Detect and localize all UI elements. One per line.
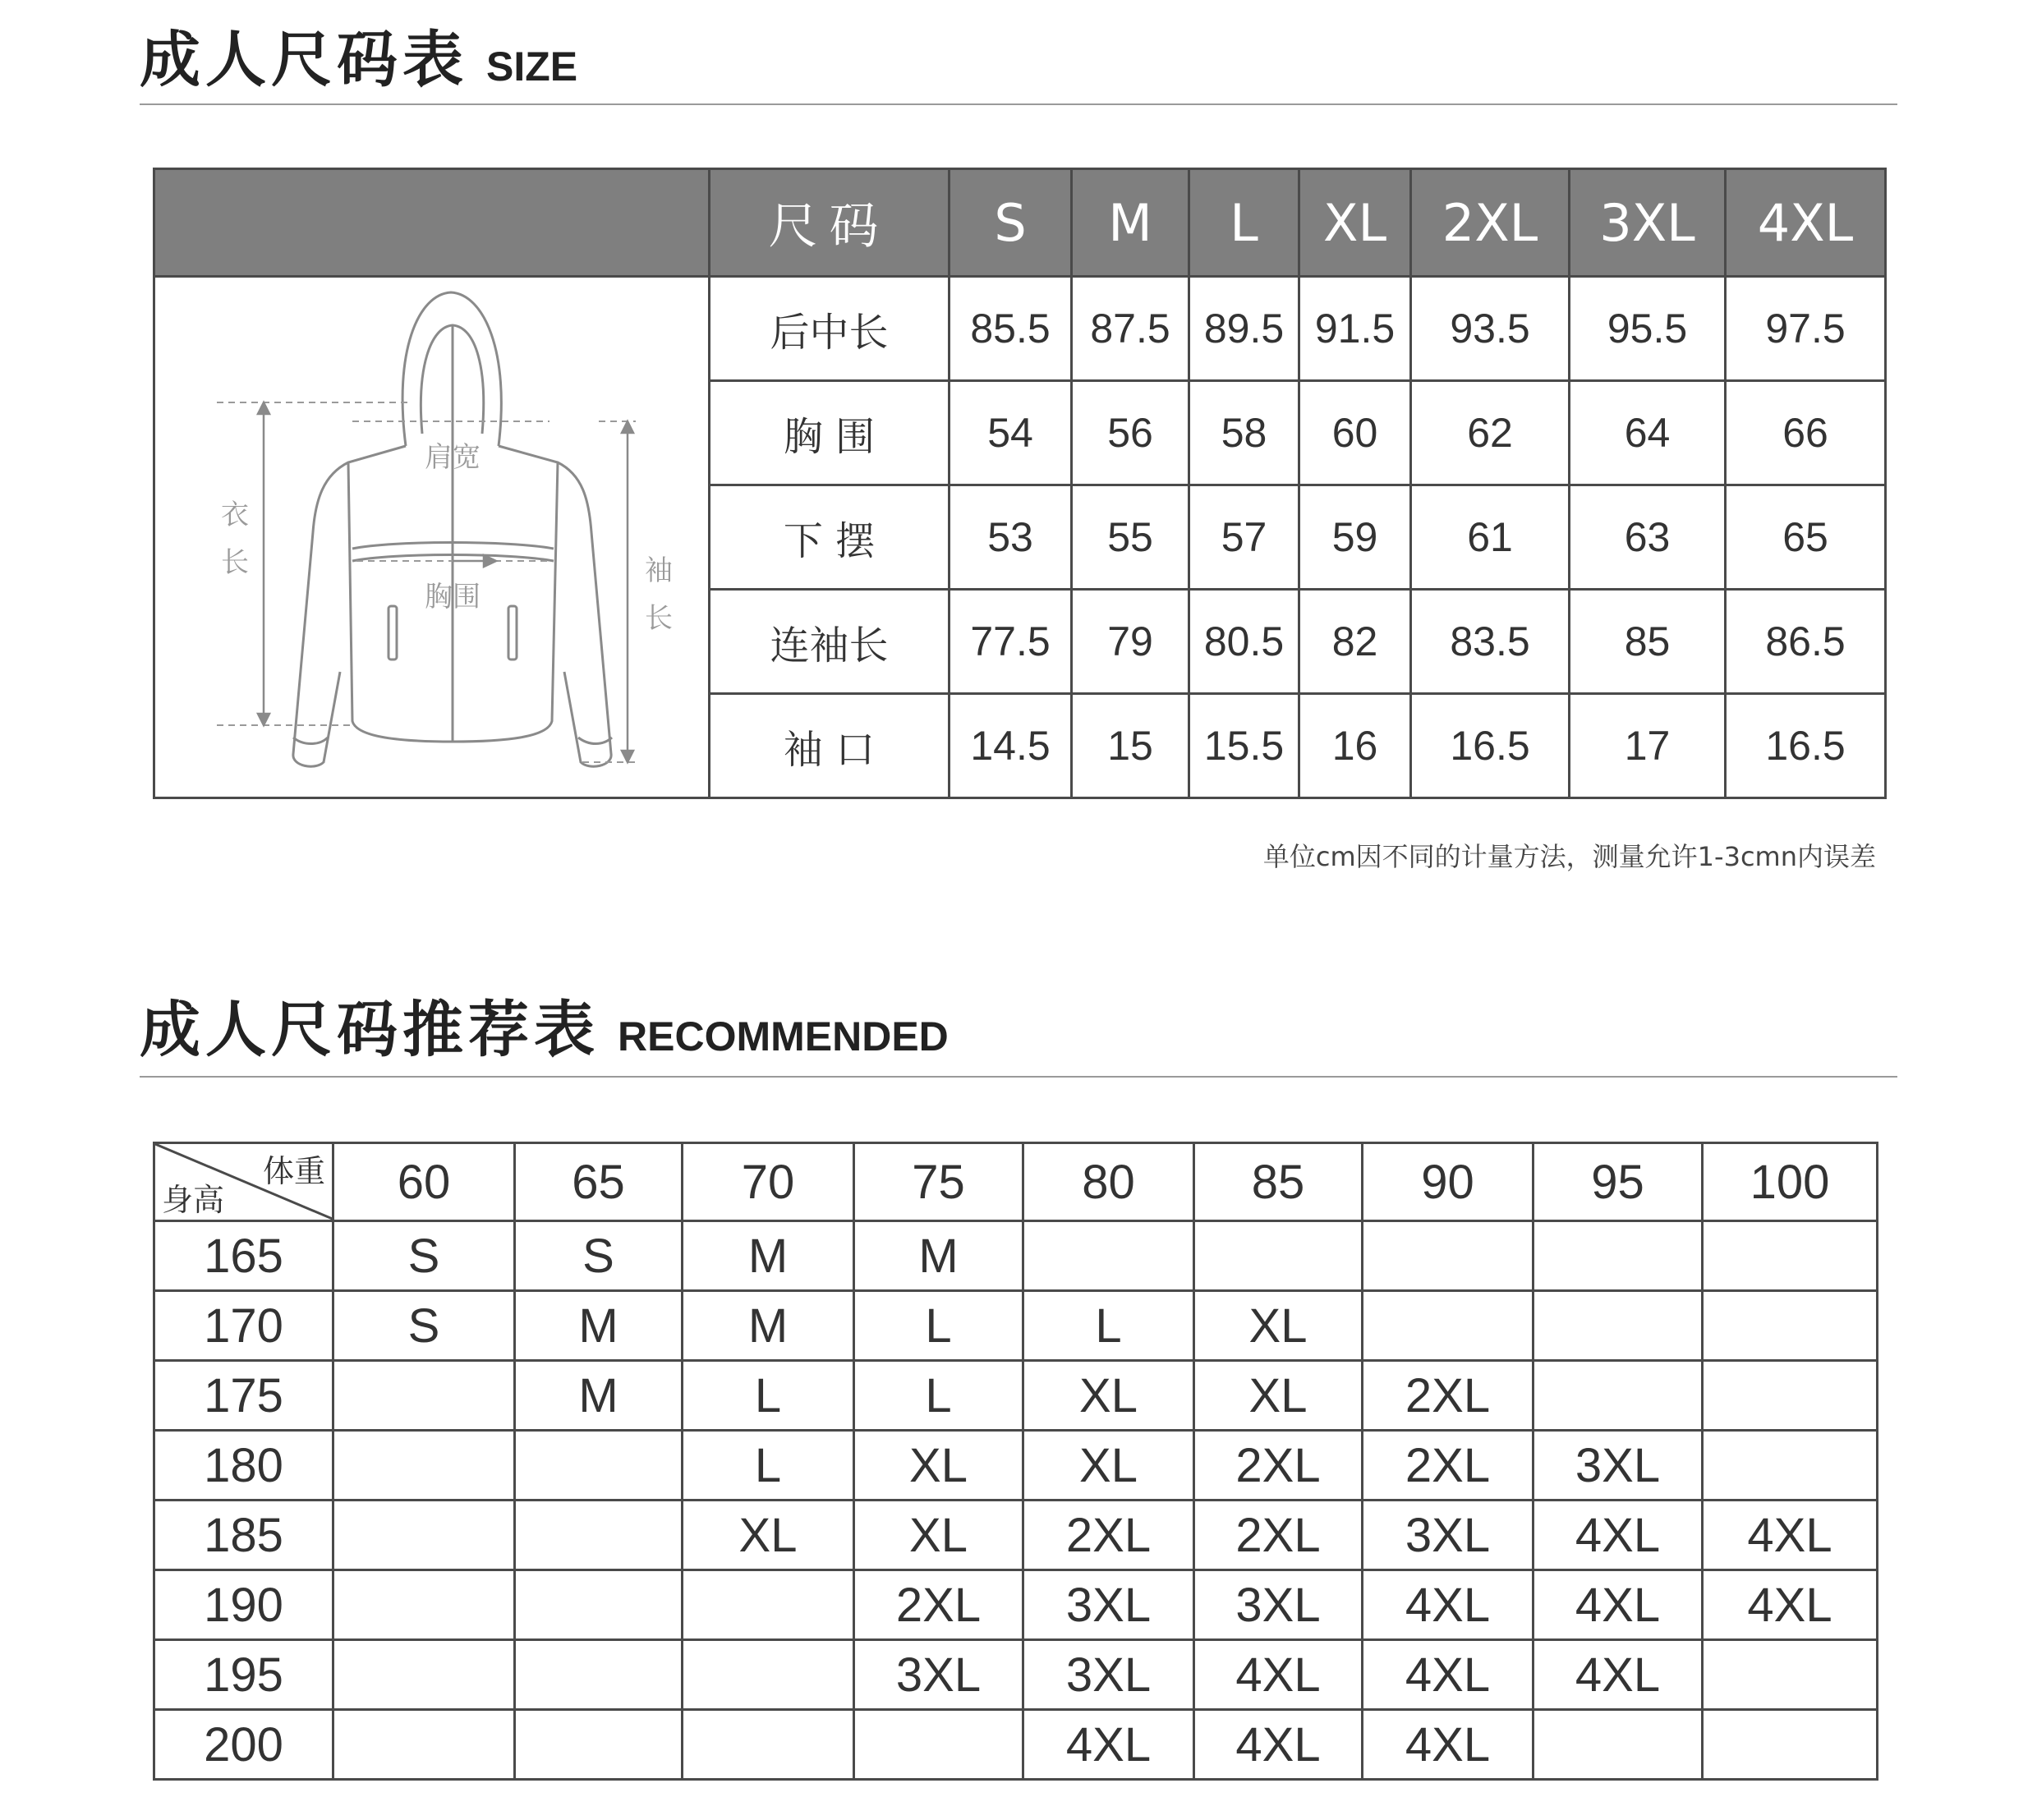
value-cell: 79 [1072, 590, 1189, 694]
row-label: 袖 口 [710, 694, 950, 798]
size-cell [515, 1570, 683, 1640]
size-cell: M [515, 1361, 683, 1431]
size-cell [683, 1710, 854, 1780]
measurement-row [154, 277, 1886, 381]
value-cell: 89.5 [1189, 277, 1299, 381]
size-cell: XL [1023, 1431, 1194, 1501]
size-cell: 4XL [1194, 1710, 1363, 1780]
size-cell [1703, 1221, 1878, 1291]
value-cell: 91.5 [1299, 277, 1411, 381]
row-label: 胸 围 [710, 381, 950, 485]
size-cell: XL [683, 1501, 854, 1570]
size-header-cell: M [1072, 169, 1189, 277]
size-cell: 3XL [1194, 1570, 1363, 1640]
size-cell: L [683, 1361, 854, 1431]
size-cell: S [515, 1221, 683, 1291]
height-cell: 170 [154, 1291, 333, 1361]
weight-header-cell: 75 [854, 1143, 1023, 1221]
size-cell [333, 1570, 515, 1640]
corner-cell [154, 1143, 333, 1221]
size-header-cell: L [1189, 169, 1299, 277]
title-divider [140, 1076, 1897, 1078]
row-label: 后中长 [710, 277, 950, 381]
height-cell: 165 [154, 1221, 333, 1291]
value-cell: 80.5 [1189, 590, 1299, 694]
value-cell: 17 [1570, 694, 1726, 798]
size-cell: 4XL [1363, 1710, 1533, 1780]
size-cell: 4XL [1533, 1570, 1703, 1640]
recommend-row [154, 1221, 1878, 1291]
recommend-row [154, 1361, 1878, 1431]
size-header-cell: 2XL [1411, 169, 1570, 277]
size-cell [1533, 1221, 1703, 1291]
title-divider [140, 103, 1897, 105]
value-cell: 95.5 [1570, 277, 1726, 381]
size-cell [1363, 1221, 1533, 1291]
size-cell: 3XL [1023, 1640, 1194, 1710]
weight-header-cell: 65 [515, 1143, 683, 1221]
jacket-diagram [155, 278, 708, 787]
value-cell: 62 [1411, 381, 1570, 485]
size-cell: XL [1023, 1361, 1194, 1431]
value-cell: 15 [1072, 694, 1189, 798]
value-cell: 15.5 [1189, 694, 1299, 798]
size-cell [333, 1501, 515, 1570]
size-cell: M [683, 1221, 854, 1291]
size-cell [1533, 1710, 1703, 1780]
size-header-cell: 4XL [1726, 169, 1886, 277]
value-cell: 82 [1299, 590, 1411, 694]
size-cell: XL [854, 1501, 1023, 1570]
value-cell: 66 [1726, 381, 1886, 485]
value-cell: 63 [1570, 485, 1726, 590]
size-chart-title [140, 11, 577, 99]
measurement-note: 单位cm因不同的计量方法，测量允许1-3cmn内误差 [1262, 841, 1876, 872]
recommend-table [153, 1142, 1878, 1781]
recommend-row [154, 1570, 1878, 1640]
height-cell: 195 [154, 1640, 333, 1710]
size-cell [854, 1710, 1023, 1780]
recommend-chart-title-zh: 成人尺码推荐表 [140, 995, 600, 1065]
size-cell [1533, 1361, 1703, 1431]
value-cell: 55 [1072, 485, 1189, 590]
weight-header-cell: 60 [333, 1143, 515, 1221]
size-cell: L [1023, 1291, 1194, 1361]
size-header-label: 尺码 [710, 169, 950, 277]
size-cell [1703, 1291, 1878, 1361]
value-cell: 87.5 [1072, 277, 1189, 381]
value-cell: 16 [1299, 694, 1411, 798]
size-cell: XL [1194, 1291, 1363, 1361]
height-cell: 200 [154, 1710, 333, 1780]
size-cell: 2XL [854, 1570, 1023, 1640]
value-cell: 16.5 [1726, 694, 1886, 798]
size-cell: 2XL [1023, 1501, 1194, 1570]
chest-label: 胸围 [425, 581, 481, 614]
weight-header-cell: 90 [1363, 1143, 1533, 1221]
weight-header-cell: 70 [683, 1143, 854, 1221]
size-cell: 4XL [1533, 1640, 1703, 1710]
size-cell: M [683, 1291, 854, 1361]
size-cell: L [854, 1291, 1023, 1361]
weight-header-cell: 80 [1023, 1143, 1194, 1221]
value-cell: 65 [1726, 485, 1886, 590]
size-cell: 4XL [1533, 1501, 1703, 1570]
size-header-cell: XL [1299, 169, 1411, 277]
recommend-chart-title-en: RECOMMENDED [618, 1013, 949, 1059]
value-cell: 97.5 [1726, 277, 1886, 381]
value-cell: 86.5 [1726, 590, 1886, 694]
recommend-chart-title [140, 981, 949, 1069]
size-cell [333, 1640, 515, 1710]
size-cell [333, 1361, 515, 1431]
value-cell: 14.5 [950, 694, 1072, 798]
value-cell: 85.5 [950, 277, 1072, 381]
size-cell: 4XL [1363, 1570, 1533, 1640]
height-cell: 185 [154, 1501, 333, 1570]
value-cell: 59 [1299, 485, 1411, 590]
size-cell: L [683, 1431, 854, 1501]
recommend-row [154, 1640, 1878, 1710]
row-label: 下 摆 [710, 485, 950, 590]
size-cell [1533, 1291, 1703, 1361]
value-cell: 16.5 [1411, 694, 1570, 798]
size-cell [1194, 1221, 1363, 1291]
height-cell: 190 [154, 1570, 333, 1640]
size-cell [1703, 1361, 1878, 1431]
value-cell: 64 [1570, 381, 1726, 485]
size-cell: 2XL [1194, 1431, 1363, 1501]
size-cell: M [515, 1291, 683, 1361]
size-cell [683, 1570, 854, 1640]
size-cell: S [333, 1221, 515, 1291]
size-chart-title-en: SIZE [486, 44, 578, 90]
value-cell: 57 [1189, 485, 1299, 590]
weight-header-cell: 100 [1703, 1143, 1878, 1221]
size-cell [1703, 1640, 1878, 1710]
body-length-label-1: 衣 [221, 499, 249, 531]
size-cell [515, 1710, 683, 1780]
size-cell: 3XL [1533, 1431, 1703, 1501]
sleeve-length-label-2: 长 [645, 602, 673, 635]
jacket-diagram-cell [154, 277, 710, 798]
size-cell [515, 1501, 683, 1570]
size-cell: 3XL [1023, 1570, 1194, 1640]
shoulder-label: 肩宽 [425, 441, 481, 474]
value-cell: 85 [1570, 590, 1726, 694]
size-cell [1023, 1221, 1194, 1291]
size-cell [1703, 1710, 1878, 1780]
size-cell: 3XL [854, 1640, 1023, 1710]
height-cell: 180 [154, 1431, 333, 1501]
size-table [153, 168, 1887, 799]
value-cell: 77.5 [950, 590, 1072, 694]
sleeve-length-label-1: 袖 [645, 554, 673, 587]
corner-height-label: 身高 [162, 1182, 225, 1218]
size-cell [515, 1431, 683, 1501]
size-cell: XL [854, 1431, 1023, 1501]
size-cell [333, 1431, 515, 1501]
value-cell: 58 [1189, 381, 1299, 485]
diagram-header-cell [154, 169, 710, 277]
size-cell: L [854, 1361, 1023, 1431]
size-header-cell: S [950, 169, 1072, 277]
recommend-row [154, 1291, 1878, 1361]
size-header-cell: 3XL [1570, 169, 1726, 277]
size-cell: S [333, 1291, 515, 1361]
value-cell: 56 [1072, 381, 1189, 485]
size-chart-title-zh: 成人尺码表 [140, 25, 468, 95]
value-cell: 83.5 [1411, 590, 1570, 694]
weight-header-cell: 85 [1194, 1143, 1363, 1221]
size-cell: XL [1194, 1361, 1363, 1431]
value-cell: 53 [950, 485, 1072, 590]
body-length-label-2: 长 [221, 546, 249, 579]
size-cell: 4XL [1703, 1570, 1878, 1640]
size-cell [333, 1710, 515, 1780]
value-cell: 60 [1299, 381, 1411, 485]
size-cell [683, 1640, 854, 1710]
size-cell: 4XL [1023, 1710, 1194, 1780]
value-cell: 93.5 [1411, 277, 1570, 381]
size-cell [1703, 1431, 1878, 1501]
value-cell: 54 [950, 381, 1072, 485]
recommend-row [154, 1501, 1878, 1570]
size-cell [515, 1640, 683, 1710]
size-cell: M [854, 1221, 1023, 1291]
recommend-header-row [154, 1143, 1878, 1221]
recommend-row [154, 1431, 1878, 1501]
size-cell [1363, 1291, 1533, 1361]
size-cell: 4XL [1703, 1501, 1878, 1570]
recommend-row [154, 1710, 1878, 1780]
size-cell: 2XL [1363, 1431, 1533, 1501]
size-cell: 2XL [1194, 1501, 1363, 1570]
size-cell: 4XL [1194, 1640, 1363, 1710]
height-cell: 175 [154, 1361, 333, 1431]
weight-header-cell: 95 [1533, 1143, 1703, 1221]
size-cell: 3XL [1363, 1501, 1533, 1570]
size-cell: 4XL [1363, 1640, 1533, 1710]
size-cell: 2XL [1363, 1361, 1533, 1431]
size-table-header-row [154, 169, 1886, 277]
corner-weight-label: 体重 [262, 1153, 325, 1189]
row-label: 连袖长 [710, 590, 950, 694]
value-cell: 61 [1411, 485, 1570, 590]
